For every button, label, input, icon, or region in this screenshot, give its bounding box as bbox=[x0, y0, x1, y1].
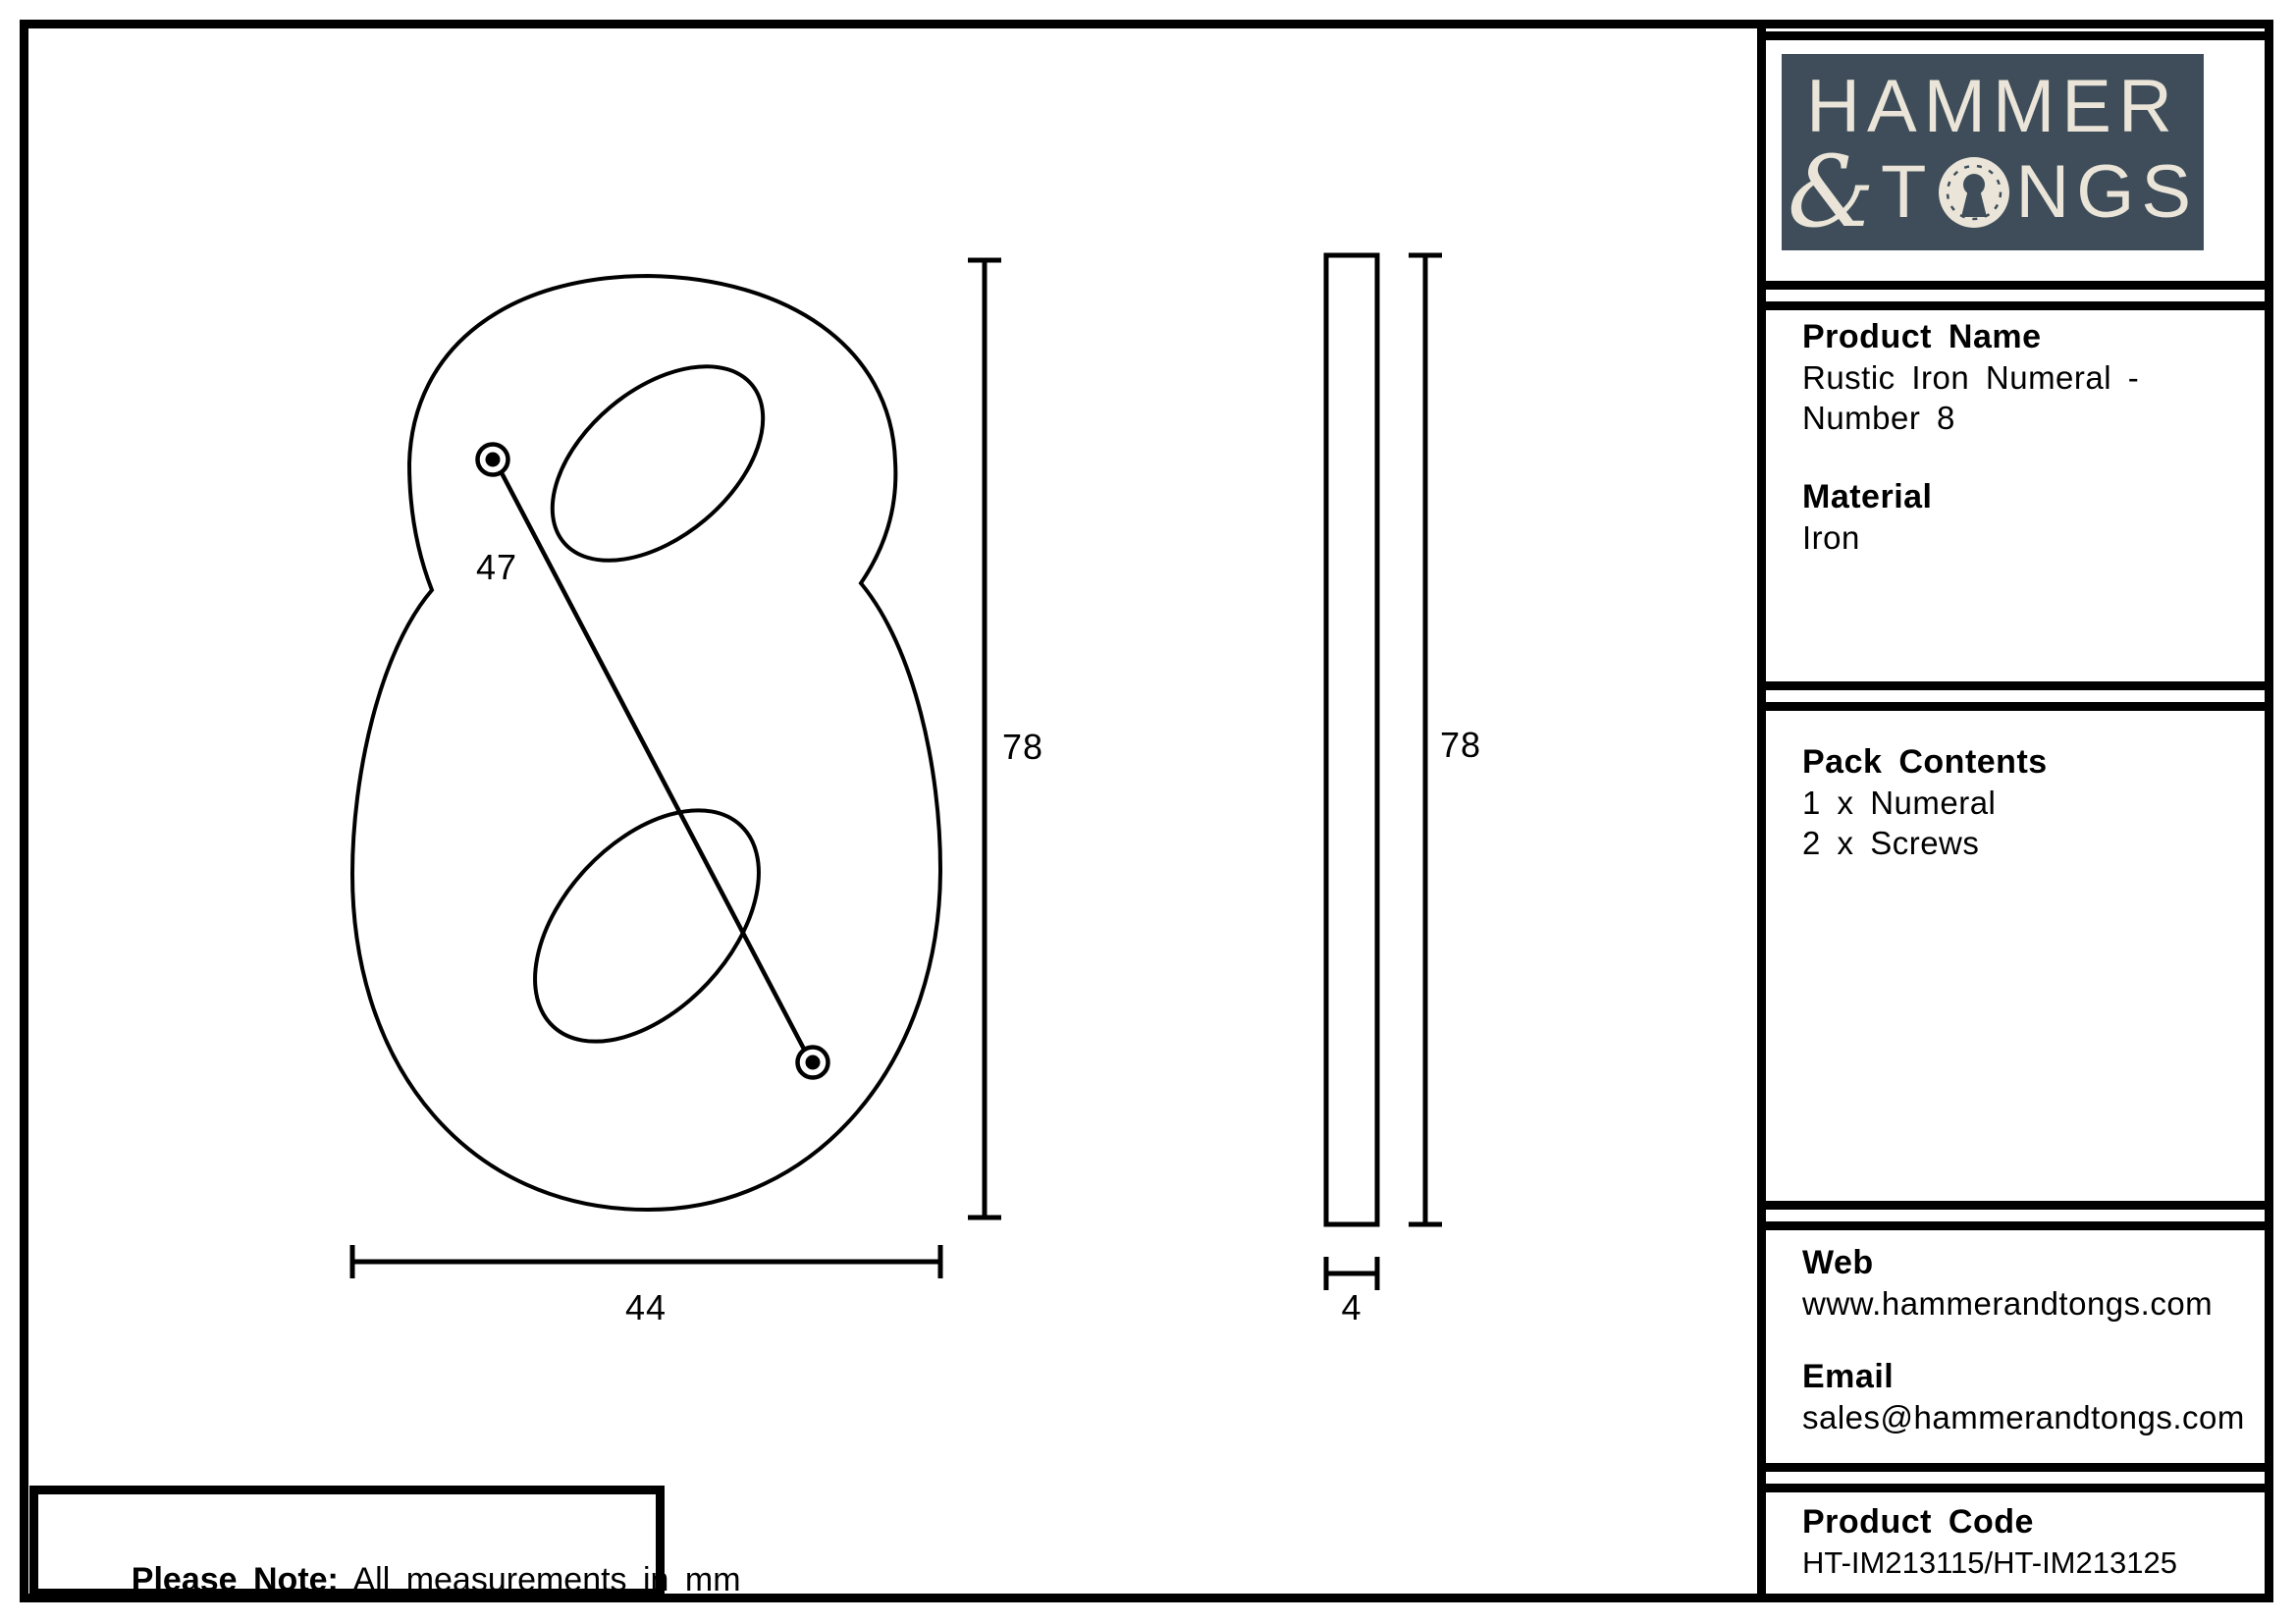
material-label: Material bbox=[1802, 478, 1933, 515]
note-label: Please Note: bbox=[131, 1561, 339, 1598]
product-name-line2: Number 8 bbox=[1802, 400, 1955, 436]
logo-ampersand: & bbox=[1787, 135, 1875, 250]
note-body: All measurements in mm bbox=[338, 1561, 741, 1598]
contact-section bbox=[1802, 1243, 2264, 1437]
pack-item: 2 x Screws bbox=[1802, 825, 1980, 861]
email-label: Email bbox=[1802, 1358, 1895, 1395]
product-info-section bbox=[1802, 317, 2244, 558]
logo-text-tongs bbox=[1787, 135, 2199, 250]
logo-tongs-ngs: NGS bbox=[2015, 150, 2199, 235]
pack-item: 1 x Numeral bbox=[1802, 785, 1997, 821]
note-text bbox=[67, 1523, 741, 1624]
email-value: sales@hammerandtongs.com bbox=[1802, 1399, 2245, 1435]
pack-contents-label: Pack Contents bbox=[1802, 743, 2048, 781]
web-label: Web bbox=[1802, 1244, 1874, 1281]
dim-label-front-width: 44 bbox=[624, 1287, 667, 1327]
pack-contents-section bbox=[1802, 742, 2244, 863]
dim-label-hole-spacing: 47 bbox=[475, 547, 517, 587]
product-code-label: Product Code bbox=[1802, 1503, 2034, 1541]
product-code-value: HT-IM213115/HT-IM213125 bbox=[1802, 1545, 2177, 1580]
material-value: Iron bbox=[1802, 519, 1860, 556]
brand-logo bbox=[1782, 54, 2204, 250]
product-name-label: Product Name bbox=[1802, 318, 2042, 355]
dim-label-front-height: 78 bbox=[1002, 727, 1044, 767]
keyhole-icon bbox=[1937, 155, 2011, 230]
logo-tongs-t: T bbox=[1880, 150, 1934, 235]
logo-text-hammer: HAMMER bbox=[1806, 64, 2179, 148]
product-code-section bbox=[1802, 1502, 2264, 1583]
dim-label-side-thickness: 4 bbox=[1341, 1287, 1362, 1327]
dim-label-side-height: 78 bbox=[1440, 725, 1482, 765]
product-name-line1: Rustic Iron Numeral - bbox=[1802, 359, 2140, 396]
web-value: www.hammerandtongs.com bbox=[1802, 1285, 2214, 1322]
